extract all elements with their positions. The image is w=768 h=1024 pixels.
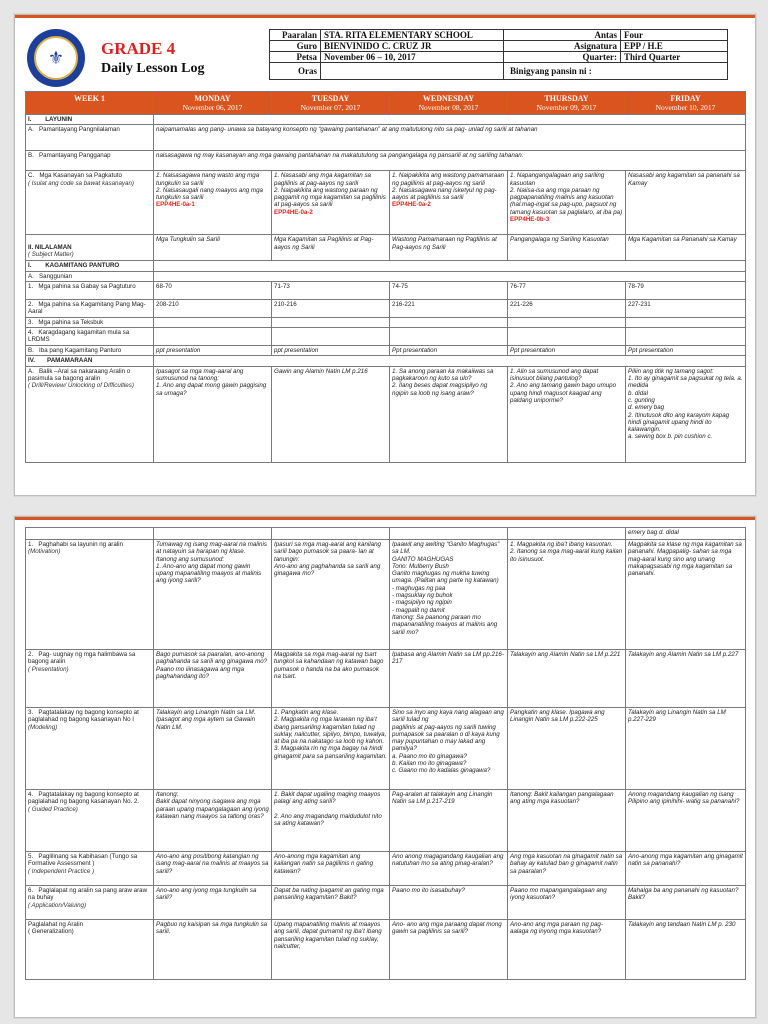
cell-tuesday: Ano-anong mga kagamitan ang kailangan natin sa paglilinis n gating katawan? (272, 852, 390, 886)
row-title: Mga pahina sa Kagamitang Pang Mag-Aaral (28, 300, 146, 316)
row-number: A. (28, 272, 34, 280)
cell-monday: Ano-ano ang iyong mga tungkulin sa sarili? (154, 886, 272, 920)
cell-thursday: 1. Alin sa sumusunod ang dapat isinusuot bilang pantulog? 2. Ano ang tamang gawin bago umupo upang hindi magusot kaagad ang paldang uniporme? (508, 366, 626, 462)
cell-wednesday (390, 171, 508, 235)
row-label (26, 261, 154, 271)
binigyang-pansin-label: Binigyang pansin ni : (504, 63, 728, 80)
row-content: naisasagawa ng may kasanayan ang mga gawaing pantahanan na makatutulong sa pangangalaga ng pansarili at ng sariling tahanan. (154, 151, 746, 171)
row-title: Pamantayang Pangnilalaman (39, 126, 120, 134)
day-date: November 09, 2017 (536, 103, 597, 112)
row-number: 3. (28, 318, 34, 326)
row-balik-aral (26, 366, 746, 462)
day-monday (154, 92, 272, 115)
row-sanggunian (26, 271, 746, 281)
cell-friday: 227-231 (626, 299, 746, 317)
row-label (26, 151, 154, 171)
row-title: Karagdagang kagamitan mula sa LRDMS (28, 329, 130, 344)
cell-thursday: Pangkatin ang klase. Ipagawa ang Linangin Natin sa LM p.222-225 (508, 708, 626, 790)
row-modeling (26, 708, 746, 790)
cell-text: 1. Nasasabi ang mga kagamitan sa paglilinis at pag-aayos ng sarili 2. Naipakikita ang wastong paraan ng paggamit ng mga kagamitan sa paglilinis at pag-aayos sa sarili (274, 172, 386, 209)
cell-wednesday: Ano anong magagandang kaugalian ang natutuhan mo sa ating pinag-aralan? (390, 852, 508, 886)
cell-thursday: 1. Magpakita ng iba’t ibang kasuotan. 2. Itanong sa mga mag-aaral kung kailan ito isinusuot. (508, 540, 626, 650)
cell-monday: 208-210 (154, 299, 272, 317)
row-motivation (26, 540, 746, 650)
cell-monday: Mga Tungkulin sa Sarili (154, 235, 272, 261)
row-label (26, 528, 154, 540)
row-kagamitang-pang-mag-aaral (26, 299, 746, 317)
day-name: TUESDAY (311, 94, 350, 103)
cell-wednesday (390, 317, 508, 327)
row-subtitle: ( Subject Matter) (28, 250, 74, 258)
oras-value (321, 63, 504, 80)
row-label (26, 790, 154, 852)
cell-wednesday: 74-75 (390, 281, 508, 299)
row-title: Mga Kasanayan sa Pagkatuto (39, 172, 122, 180)
row-subtitle: ( Drill/Review/ Unlocking of Difficulties) (28, 382, 134, 390)
cell-wednesday: Wastong Pamamaraan ng Paglilinis at Pag-aayos ng Sarili (390, 235, 508, 261)
cell-tuesday: 1. Pangkatin ang klase. 2. Magpakita ng mga larawan ng iba’t ibang pansariling kagamitan tulad ng suklay, nailcutter, sipilyo, bimpo, tuwalya, at iba pa na nakatago sa loob ng kahon. 3. Magpakita rin ng mga bagay na hindi ginagamit para sa pansariling kagamitan. (272, 708, 390, 790)
row-gabay-pagtuturo (26, 281, 746, 299)
row-title: Pamantayang Pangganap (39, 152, 111, 160)
day-date: November 07, 2017 (300, 103, 361, 112)
cell-wednesday: 216-221 (390, 299, 508, 317)
oras-label: Oras (270, 63, 321, 80)
cell-thursday: Ang mga kasuotan na ginagamit natin sa bahay ay katulad ban g ginagamit natin sa paaralan? (508, 852, 626, 886)
row-label (26, 540, 154, 650)
row-label (26, 650, 154, 708)
row-label (26, 235, 154, 261)
paaralan-label: Paaralan (270, 30, 321, 41)
cell-monday: 68-70 (154, 281, 272, 299)
cell-tuesday: Gawin ang Alamin Natin LM p.216 (272, 366, 390, 462)
day-wednesday (390, 92, 508, 115)
row-number: 2. (28, 300, 34, 308)
day-date: November 10, 2017 (655, 103, 716, 112)
row-label (26, 708, 154, 790)
cell-friday: Ppt presentation (626, 346, 746, 356)
row-pamamaraan (26, 356, 746, 366)
cell-tuesday: ppt presentation (272, 346, 390, 356)
row-label (26, 271, 154, 281)
row-title: Pagtatalakay ng bagong konsepto at paglalahad ng bagong kasanayan No. 2. (28, 791, 140, 806)
row-number: IV. (28, 357, 35, 365)
day-date: November 06, 2017 (182, 103, 243, 112)
cell-tuesday: 71-73 (272, 281, 390, 299)
row-lrdms (26, 328, 746, 346)
cell-friday: emery bag d. didal (626, 528, 746, 540)
cell-tuesday (272, 328, 390, 346)
lesson-table-page-1 (25, 91, 746, 463)
cell-monday (154, 171, 272, 235)
row-title: KAGAMITANG PANTURO (45, 262, 120, 270)
cell-wednesday: Paano mo ito isasabuhay? (390, 886, 508, 920)
cell-monday (154, 317, 272, 327)
row-nilalaman (26, 235, 746, 261)
cell-friday: Ano-anong mga kagamitan ang ginagamit natin sa pananahi? (626, 852, 746, 886)
asignatura-value: EPP / H.E (621, 41, 728, 52)
cell-text: 1. Naisasagawa nang wasto ang mga tungkulin sa sarili 2. Naisasaugali nang maayos ang mga tungkulin sa sarili (156, 172, 263, 202)
row-application (26, 886, 746, 920)
row-label (26, 920, 154, 980)
cell-thursday: Ano-ano ang mga paraan ng pag- aalaga ng inyong mga kasuotan? (508, 920, 626, 980)
row-label (26, 317, 154, 327)
cell-tuesday: 1. Bakit dapat ugaliing maging maayos palagi ang ating sarili? 2. Ano ang magandang maidudulot nito sa ating katawan? (272, 790, 390, 852)
petsa-value: November 06 – 10, 2017 (321, 52, 504, 63)
row-title: Iba pang Kagamitang Panturo (39, 347, 122, 355)
row-teksbuk (26, 317, 746, 327)
row-number: I. (28, 116, 32, 123)
cell-tuesday: Mga Kagamitan sa Paglilinis at Pag-aayos ng Sarili (272, 235, 390, 261)
cell-tuesday: 210-216 (272, 299, 390, 317)
cell-friday: Piliin ang titik ng tamang sagot: 1. Ito ay ginagamit sa pagsukat ng tela. a. medida b. didal c. gunting d. emery bag 2. Itinutusok dito ang karayom kapag hindi ginagamit upang hindi ito kalawangin. a. sewing box b. pin cushion c. (626, 366, 746, 462)
cell-friday (626, 317, 746, 327)
cell-thursday: Talakayin ang Alamin Natin sa LM p.221 (508, 650, 626, 708)
cell-tuesday: Upang mapanatiling malinis at maayos ang sarili, dapat gumamit ng iba’t ibang pansariling kagamitan tulad ng suklay, nailcutter, (272, 920, 390, 980)
day-thursday (508, 92, 626, 115)
row-title: Paghahabi sa layunin ng aralin (38, 541, 123, 548)
row-content (154, 115, 746, 125)
row-pamantayang-pangganap (26, 151, 746, 171)
row-title: Pag- uugnay ng mga halimbawa sa bagong aralin (28, 651, 136, 666)
day-friday (626, 92, 746, 115)
cell-friday: Mga Kagamitan sa Pananahi sa Kamay (626, 235, 746, 261)
row-content (154, 261, 746, 271)
cell-friday: Talakayin ang Linangin Natin sa LM p.227-229 (626, 708, 746, 790)
row-title: Sanggunian (39, 272, 73, 280)
cell-friday: Nasasabi ang kagamitan sa pananahi sa Kamay (626, 171, 746, 235)
row-subtitle: ( Generalization) (28, 928, 74, 936)
day-name: WEDNESDAY (422, 94, 475, 103)
row-label (26, 366, 154, 462)
antas-value: Four (621, 30, 728, 41)
competency-code: EPP4HE-0b-3 (510, 216, 550, 224)
row-number: 4. (28, 329, 34, 337)
row-number: B. (28, 347, 34, 355)
daily-lesson-log-title: Daily Lesson Log (101, 61, 205, 76)
cell-thursday: Pangangalaga ng Sariling Kasuotan (508, 235, 626, 261)
row-label (26, 125, 154, 151)
row-number: 1. (28, 282, 34, 290)
cell-friday: Talakayin ang tandaan Natin LM p. 230 (626, 920, 746, 980)
petsa-label: Petsa (270, 52, 321, 63)
row-label (26, 171, 154, 235)
cell-wednesday: 1. Sa anong paraan ka makaiiwas sa pagkakaroon ng kuto sa ulo? 2. Ilang beses dapat magsipilyo ng ngipin sa loob ng isang araw? (390, 366, 508, 462)
row-number: 4. (28, 791, 34, 798)
cell-monday: Ipasagot sa mga mag-aaral ang sumusunod na tanong: 1. Ano ang dapat mong gawin paggising sa umaga? (154, 366, 272, 462)
row-content (154, 271, 746, 281)
cell-monday: ppt presentation (154, 346, 272, 356)
row-subtitle: (Motivation) (28, 548, 61, 556)
cell-tuesday (272, 317, 390, 327)
cell-thursday (508, 171, 626, 235)
row-subtitle: ( Isulat ang code sa bawat kasanayan) (28, 179, 134, 187)
row-kagamitang-panturo (26, 261, 746, 271)
day-name: FRIDAY (670, 94, 701, 103)
day-tuesday (272, 92, 390, 115)
day-name: MONDAY (194, 94, 231, 103)
row-independent-practice (26, 852, 746, 886)
cell-tuesday (272, 528, 390, 540)
cell-wednesday: Ipabasa ang Alamin Natin sa LM pp.216-217 (390, 650, 508, 708)
cell-monday: Talakayin ang Linangin Natin sa LM. Ipasagot ang mga aytem sa Gawain Natin LM. (154, 708, 272, 790)
row-number: A. (28, 126, 34, 134)
row-label (26, 886, 154, 920)
lesson-page-1 (14, 14, 756, 496)
cell-text: 1. Naipakikita ang wastong pamamaraan ng paglilinis at pag-aayos ng sarili 2. Naisasagawa nang isketyul ng pag-aayos at paglilinis sa sarili (392, 172, 505, 202)
cell-friday: Magpakita sa klase ng mga kagamitan sa pananahi. Magpapalig- sahan sa mga mag-aaral kung sino ang unang makapagsasabi ng mga kagamitan sa pananahi. (626, 540, 746, 650)
row-pamantayang-pangnilalaman (26, 125, 746, 151)
guro-label: Guro (270, 41, 321, 52)
cell-monday: Bago pumasok sa paaralan, ano-anong paghahanda sa sarili ang ginagawa mo? Paano mo iiinasagawa ang mga paghahandang ito? (154, 650, 272, 708)
cell-monday: Tumawag ng isang mag-aaral na malinis at natayuin sa harapan ng klase. Itanong ang sumusunod: 1. Ano-ano ang dapat mong gawin upang mapanatiling maayos at malinis ang iyong sarili? (154, 540, 272, 650)
cell-monday: Ano-ano ang positibong katangian ng isang mag-aaral na malinis at maayos sa sarili? (154, 852, 272, 886)
seal-emblem-icon: ⚜ (34, 36, 78, 80)
row-label (26, 328, 154, 346)
day-name: THURSDAY (544, 94, 589, 103)
cell-thursday: 76-77 (508, 281, 626, 299)
row-label (26, 281, 154, 299)
row-number: 2. (28, 651, 34, 658)
row-number: 3. (28, 709, 34, 716)
quarter-value: Third Quarter (621, 52, 728, 63)
cell-thursday (508, 328, 626, 346)
row-label (26, 356, 154, 366)
row-number: I. (28, 262, 32, 270)
competency-code: EPP4HE-0a-2 (392, 201, 431, 209)
cell-wednesday (390, 328, 508, 346)
row-label (26, 299, 154, 317)
cell-friday: Anong magandang kaugalian ng isang Pilipino ang ipinihihi- watig sa pananahi? (626, 790, 746, 852)
row-subtitle: (Modeling) (28, 723, 58, 731)
quarter-label: Quarter: (504, 52, 621, 63)
row-label (26, 115, 154, 125)
week-header-row (26, 92, 746, 115)
row-label (26, 852, 154, 886)
row-layunin (26, 115, 746, 125)
row-guided-practice (26, 790, 746, 852)
cell-thursday: Paano mo mapangangalagaan ang iyong kasuotan? (508, 886, 626, 920)
cell-thursday: Itanong: Bakit kailangan pangalagaan ang ating mga kasuotan? (508, 790, 626, 852)
row-number: 5. (28, 853, 34, 860)
antas-label: Antas (504, 30, 621, 41)
row-number: 1. (28, 541, 34, 548)
cell-tuesday: Ipasuri sa mga mag-aaral ang kanilang sarili bago pumasok sa paara- lan at tanungin: Ano-ano ang paghahanda sa sarili ang ginagawa mo? (272, 540, 390, 650)
row-number: B. (28, 152, 34, 160)
cell-thursday: Ppt presentation (508, 346, 626, 356)
row-presentation (26, 650, 746, 708)
row-title: LAYUNIN (45, 116, 73, 123)
row-subtitle: ( Presentation) (28, 665, 69, 673)
row-title: Balik –Aral sa nakaraang Aralin o pasimula sa bagong aralin (28, 367, 131, 383)
row-title: Mga pahina sa Gabay sa Pagtuturo (38, 282, 136, 290)
row-title: II. NILALAMAN (28, 243, 72, 251)
school-info-table (269, 29, 728, 80)
row-content: naipamamalas ang pang- unawa sa batayang konsepto ng “gawaing pantahanan” at ang maitutulong nito sa pag- unlad ng sarili at tahanan (154, 125, 746, 151)
guro-value: BIENVINIDO C. CRUZ JR (321, 41, 504, 52)
cell-wednesday: Ano- ano ang mga paraang dapat mong gawin sa paglilinis sa sarili? (390, 920, 508, 980)
cell-wednesday (390, 528, 508, 540)
paaralan-value: STA. RITA ELEMENTARY SCHOOL (321, 30, 504, 41)
asignatura-label: Asignatura (504, 41, 621, 52)
cell-friday: Mahalga ba ang pananahi ng kasuotan? Bakit? (626, 886, 746, 920)
cell-friday: Talakayin ang Alamin Natin sa LM p.227 (626, 650, 746, 708)
competency-code: EPP4HE-0a-2 (274, 208, 313, 216)
row-label (26, 346, 154, 356)
row-title: Paglilinang sa Kabihasan (Tungo sa Formative Assessment ) (28, 853, 138, 868)
row-title: PAMAMARAAN (47, 357, 93, 365)
cell-tuesday (272, 171, 390, 235)
cell-monday: Itanong: Bakit dapat ninyong isagawa ang mga paraan upang mapangalagaan ang iyong katawan nang maayos sa tatlong oras? (154, 790, 272, 852)
row-continued (26, 528, 746, 540)
row-content (154, 356, 746, 366)
row-number: A. (28, 367, 34, 375)
cell-tuesday: Magpakita sa mga mag-aaral ng tsart tungkol sa kahandaan ng katawan bago pumasok o handa na ba ako pumasok na tsart. (272, 650, 390, 708)
row-generalization (26, 920, 746, 980)
cell-wednesday: Ppt presentation (390, 346, 508, 356)
competency-code: EPP4HE-0a-1 (156, 201, 195, 209)
row-title: Pagtatalakay ng bagong konsepto at paglalahad ng bagong kasanayan No I (28, 709, 139, 724)
cell-thursday: 221-226 (508, 299, 626, 317)
row-title: Paglalahat ng Aralin (28, 921, 84, 928)
row-subtitle: ( Guided Practice) (28, 805, 78, 813)
page-top-border (15, 517, 755, 520)
grade-title: GRADE 4 (101, 39, 176, 58)
row-number: 6. (28, 887, 34, 894)
deped-seal-logo (27, 29, 85, 87)
cell-tuesday: Dapat ba nating ipagamit an gating mga pansariling kagamitan? Bakit? (272, 886, 390, 920)
row-iba-pang-kagamitan (26, 346, 746, 356)
cell-text: 1. Napangangalagaan ang sariling kasuotan 2. Naiisa-isa ang mga paraan ng pagpapanatiling malinis ang kasuotan (hal.mag-ingat sa pag-upo, pagsuot ng tamang kasuotan sa paglalaro, at iba pa) (510, 172, 623, 216)
page-top-border (15, 15, 755, 18)
row-number: C. (28, 172, 35, 180)
cell-wednesday: Pag-aralan at talakayin ang Linangin Natin sa LM p.217-219 (390, 790, 508, 852)
row-subtitle: ( Application/Valuing) (28, 901, 87, 909)
row-title: Paglalapat ng aralin sa pang araw araw na buhay (28, 887, 148, 902)
cell-monday (154, 328, 272, 346)
lesson-table-page-2 (25, 527, 746, 980)
row-subtitle: ( Independent Practice ) (28, 867, 95, 875)
cell-thursday (508, 317, 626, 327)
row-title: Mga pahina sa Teksbuk (38, 318, 104, 326)
day-date: November 08, 2017 (418, 103, 479, 112)
cell-wednesday: Ipaawit ang awiting “Ganito Maghugas” sa LM. GANITO MAGHUGAS Tono: Mulberry Bush Ganito maghugas ng mukha tuwing umaga. (Palitan ang parte ng katawan) - maghugas ng paa - magsuklay ng buhok - magsipilyo ng ngipin - magpalit ng damit Itanong: Sa paanong paraan mo mapananatiling maayos at malinis ang sarili mo? (390, 540, 508, 650)
cell-wednesday: Sino sa inyo ang kaya nang alagaan ang sarili tulad ng paglilinis at pag-aayos ng sarili tuwing pumapasok sa paaralan o di kaya kung may pupuntahan o may lakad ang pamilya? a. Paano mo ito ginagawa? b. Kailan mo ito ginagawa? c. Gaano mo ito kadalas ginagawa? (390, 708, 508, 790)
cell-monday: Pagbuo ng kaisipan sa mga tungkulin sa sarili. (154, 920, 272, 980)
cell-friday: 78-79 (626, 281, 746, 299)
cell-thursday (508, 528, 626, 540)
week-label: WEEK 1 (26, 92, 154, 115)
lesson-page-2 (14, 516, 756, 1018)
cell-friday (626, 328, 746, 346)
row-kasanayan (26, 171, 746, 235)
cell-monday (154, 528, 272, 540)
